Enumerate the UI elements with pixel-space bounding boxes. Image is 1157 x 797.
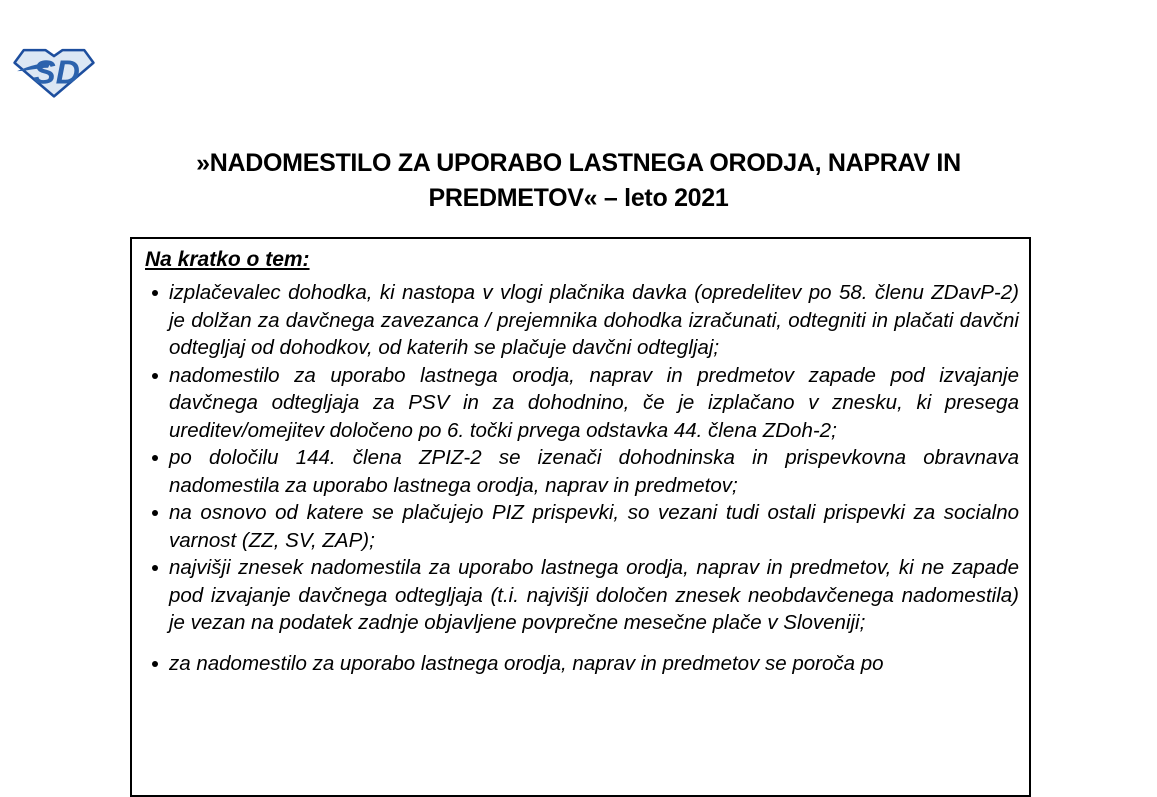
summary-box	[130, 237, 1031, 797]
page-title-line2: PREDMETOV« – leto 2021	[428, 184, 729, 212]
logo-letters: SD	[33, 54, 80, 92]
page-title	[0, 146, 1157, 216]
bullet-item-3: po določilu 144. člena ZPIZ-2 se izenači dohodninska in prispevkovna obravnava nadomestila za uporabo lastnega orodja, naprav in predmetov;	[145, 444, 1019, 499]
bullet-item-2: nadomestilo za uporabo lastnega orodja, naprav in predmetov zapade pod izvajanje davčnega odtegljaja za PSV in za dohodnino, če je izplačano v znesku, ki presega ureditev/omejitev določeno po 6. točki prvega odstavka 44. člena ZDoh-2;	[145, 362, 1019, 445]
summary-heading: Na kratko o tem:	[145, 248, 310, 271]
bullet-item-4: na osnovo od katere se plačujejo PIZ prispevki, so vezani tudi ostali prispevki za socialno varnost (ZZ, SV, ZAP);	[145, 499, 1019, 554]
bullet-item-5: najvišji znesek nadomestila za uporabo lastnega orodja, naprav in predmetov, ki ne zapade pod izvajanje davčnega odtegljaja (t.i. najvišji določen znesek neobdavčenega nadomestila) je vezan na podatek zadnje objavljene povprečne mesečne plače v Sloveniji;	[145, 554, 1019, 637]
bullet-item-1: izplačevalec dohodka, ki nastopa v vlogi plačnika davka (opredelitev po 58. členu ZDavP-2) je dolžan za davčnega zavezanca / prejemnika dohodka izračunati, odtegniti in plačati davčni odtegljaj od dohodkov, od katerih se plačuje davčni odtegljaj;	[145, 279, 1019, 362]
sd-logo	[12, 44, 96, 100]
page-title-line1: »NADOMESTILO ZA UPORABO LASTNEGA ORODJA, NAPRAV IN	[196, 149, 961, 177]
summary-bullet-list	[145, 279, 1019, 677]
bullet-item-6-cutoff: za nadomestilo za uporabo lastnega orodja, naprav in predmetov se poroča po	[145, 650, 1019, 678]
